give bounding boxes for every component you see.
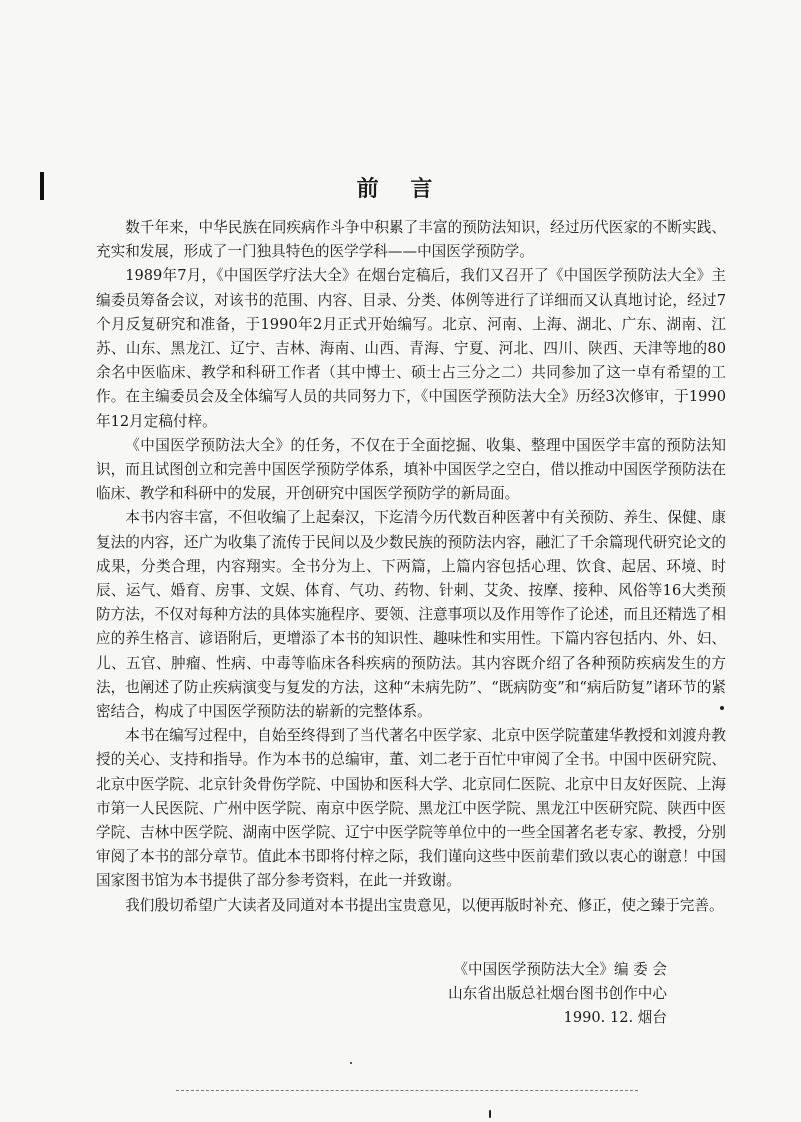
- paragraph-2: 1989年7月，《中国医学疗法大全》在烟台定稿后，我们又召开了《中国医学预防法大全》主编委员筹备会议，对该书的范围、内容、目录、分类、体例等进行了详细而又认真地讨论，经过7个月反复研究和准备，于1990年2月正式开始编写。北京、河南、上海、湖北、广东、湖南、江苏、山东、黑龙江、辽宁、吉林、海南、山西、青海、宁夏、河北、四川、陕西、天津等地的80余名中医临床、教学和科研工作者（其中博士、硕士占三分之二）共同参加了这一卓有希望的工作。在主编委员会及全体编写人员的共同努力下，《中国医学预防法大全》历经3次修审，于1990年12月定稿付梓。: [96, 267, 726, 430]
- preface-body: [96, 216, 726, 918]
- paragraph-6: 我们殷切希望广大读者及同道对本书提出宝贵意见，以便再版时补充、修正，使之臻于完善。: [125, 896, 724, 914]
- signature-publisher: 山东省出版总社烟台图书创作中心: [448, 985, 667, 1003]
- signature-editorial-board: 《中国医学预防法大全》编 委 会: [453, 961, 667, 978]
- signature-date-place: 1990. 12. 烟台: [563, 1009, 667, 1027]
- paragraph-1: 数千年来，中华民族在同疾病作斗争中积累了丰富的预防法知识，经过历代医家的不断实践、充实和发展，形成了一门独具特色的医学学科——中国医学预防学。: [96, 219, 726, 261]
- bottom-dashed-rule: [176, 1090, 638, 1092]
- scan-speck: [350, 1062, 352, 1064]
- page-title: 前 言: [356, 176, 445, 202]
- paragraph-4: 本书内容丰富，不但收编了上起秦汉，下迄清今历代数百种医著中有关预防、养生、保健、康复法的内容，还广为收集了流传于民间以及少数民族的预防法内容，融汇了千余篇现代研究论文的成果，分类合理，内容翔实。全书分为上、下两篇，上篇内容包括心理、饮食、起居、环境、时辰、运气、婚育、房事、文娱、体育、气功、药物、针刺、艾灸、按摩、接种、风俗等16大类预防方法，不仅对每种方法的具体实施程序、要领、注意事项以及作用等作了论述，而且还精选了相应的养生格言、谚语附后，更增添了本书的知识性、趣味性和实用性。下篇内容包括内、外、妇、儿、五官、肿瘤、性病、中毒等临床各科疾病的预防法。其内容既介绍了各种预防疾病发生的方法，也阐述了防止疾病演变与复发的方法，这种“未病先防”、“既病防变”和“病后防复”诸环节的紧密结合，构成了中国医学预防法的崭新的完整体系。: [96, 509, 726, 721]
- paragraph-3: 《中国医学预防法大全》的任务，不仅在于全面挖掘、收集、整理中国医学丰富的预防法知识，而且试图创立和完善中国医学预防学体系，填补中国医学之空白，借以推动中国医学预防法在临床、教学和科研中的发展，开创研究中国医学预防学的新局面。: [96, 436, 726, 503]
- scan-speck: [720, 706, 724, 710]
- signature-block: [448, 958, 667, 1031]
- paragraph-5: 本书在编写过程中，自始至终得到了当代著名中医学家、北京中医学院董建华教授和刘渡舟教授的关心、支持和指导。作为本书的总编审，董、刘二老于百忙中审阅了全书。中国中医研究院、北京中医学院、北京针灸骨伤学院、中国协和医科大学、北京同仁医院、北京中日友好医院、上海市第一人民医院、广州中医学院、南京中医学院、黑龙江中医学院、黑龙江中医研究院、陕西中医学院、吉林中医学院、湖南中医学院、辽宁中医学院等单位中的一些全国著名老专家、教授，分别审阅了本书的部分章节。值此本书即将付梓之际，我们谨向这些中医前辈们致以衷心的谢意！中国国家图书馆为本书提供了部分参考资料，在此一并致谢。: [96, 727, 726, 890]
- scan-speck: [489, 1110, 491, 1118]
